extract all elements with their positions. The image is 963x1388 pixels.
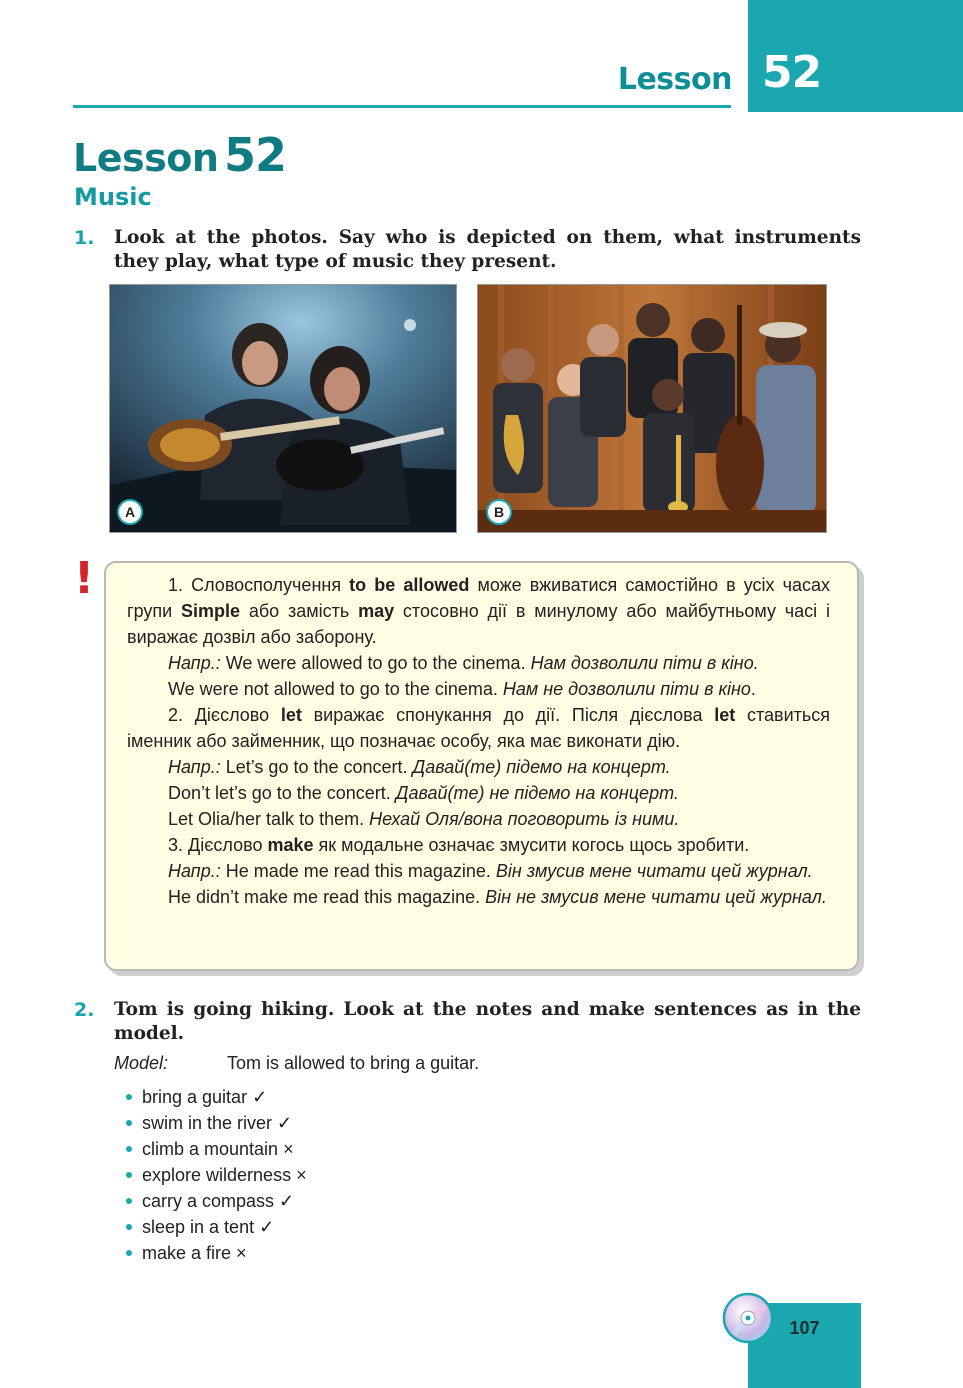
photo-a-label: A [117,499,143,525]
lesson-subtitle: Music [74,183,152,211]
list-item: bring a guitar ✓ [126,1084,307,1110]
task-2-instruction: Tom is going hiking. Look at the notes and make sentences as in the model. [114,999,861,1044]
photo-a-image [110,285,457,533]
notes-list [126,1084,307,1266]
rule-example-3: Напр.: Let’s go to the concert. Давай(те) підемо на концерт. [168,757,671,777]
list-item: climb a mountain × [126,1136,307,1162]
model-label: Model: [114,1053,169,1073]
task-2-number: 2. [74,999,95,1021]
rule-example-1: Напр.: We were allowed to go to the cinema. Нам дозволили піти в кіно. [168,653,759,673]
rule-example-7: He didn’t make me read this magazine. Він не змусив мене читати цей журнал. [168,887,827,907]
photo-b-label: B [486,499,512,525]
rule-example-6: Напр.: He made me read this magazine. Він змусив мене читати цей журнал. [168,861,813,881]
audio-cd-icon[interactable] [722,1292,774,1344]
rule-paragraph-3: 3. Дієслово make як модальне означає змусити когось щось зробити. [168,835,750,855]
header-lesson-number: 52 [762,47,822,98]
list-item: swim in the river ✓ [126,1110,307,1136]
grammar-rule-text [127,572,830,910]
list-item: explore wilderness × [126,1162,307,1188]
rule-paragraph-1: 1. Словосполучення to be allowed може вживатися самостійно в усіх часах групи Simple або замість may стосовно дії в минулому або майбутньому часі і виражає дозвіл або заборону. [127,575,831,647]
rule-example-4: Don’t let’s go to the concert. Давай(те) не підемо на концерт. [168,783,679,803]
task-1-instruction: Look at the photos. Say who is depicted on them, what instruments they play, what type of music they present. [114,227,861,272]
header-lesson-word: Lesson [617,62,732,97]
rule-example-5: Let Olia/her talk to them. Нехай Оля/вона поговорить із ними. [168,809,680,829]
rule-paragraph-2: 2. Дієслово let виражає спонукання до дії. Після дієслова let ставиться іменник або займенник, що позначає особу, яка має виконати дію. [127,705,831,751]
task-1-number: 1. [74,227,95,249]
lesson-title [73,128,286,182]
photo-b [477,284,827,533]
lesson-title-word: Lesson [73,136,219,180]
photo-a [109,284,457,533]
attention-icon: ! [74,553,95,604]
header-rule [73,105,731,108]
list-item: sleep in a tent ✓ [126,1214,307,1240]
lesson-title-number: 52 [223,128,286,182]
task-2-model [114,1053,479,1074]
page-number: 107 [789,1318,820,1338]
list-item: carry a compass ✓ [126,1188,307,1214]
photo-b-image [478,285,827,533]
model-sentence: Tom is allowed to bring a guitar. [227,1053,480,1073]
list-item: make a fire × [126,1240,307,1266]
rule-example-2: We were not allowed to go to the cinema. Нам не дозволили піти в кіно. [168,679,756,699]
